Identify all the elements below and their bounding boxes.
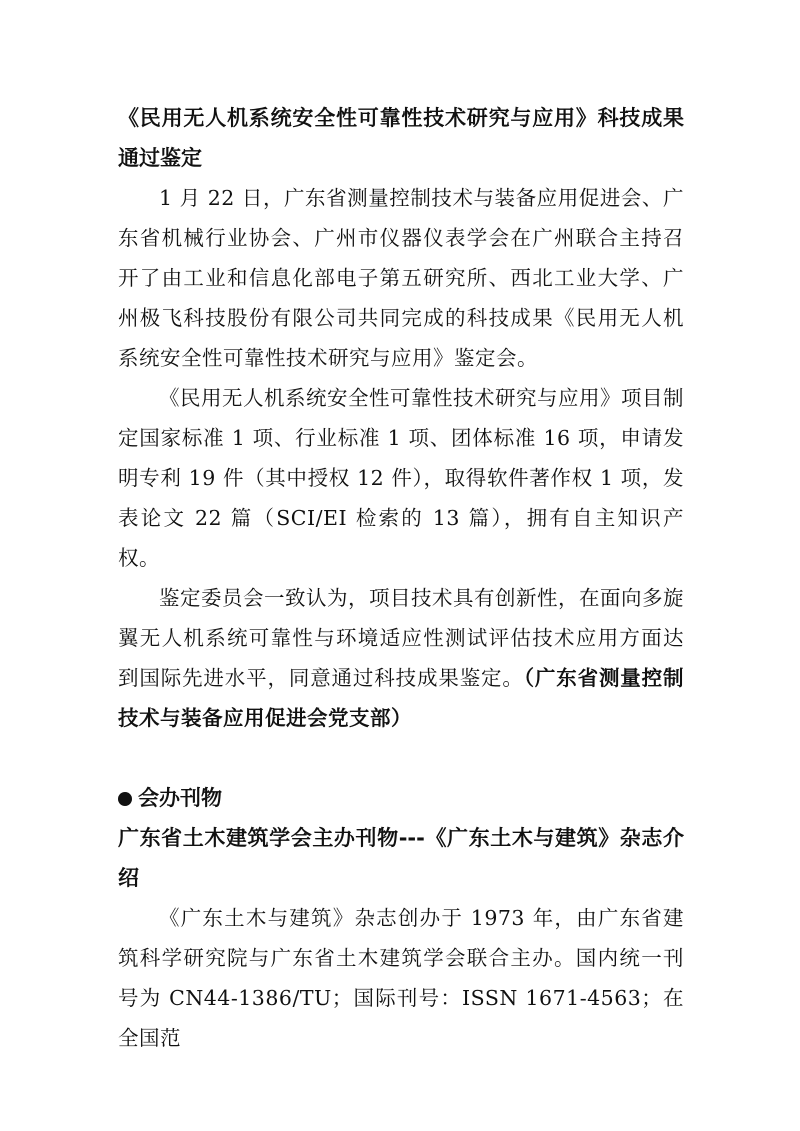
page-content bbox=[118, 98, 684, 1058]
bullet-icon bbox=[118, 792, 132, 806]
article1-paragraph-1: 1 月 22 日，广东省测量控制技术与装备应用促进会、广东省机械行业协会、广州市仪器仪表学会在广州联合主持召开了由工业和信息化部电子第五研究所、西北工业大学、广州极飞科技股份有限公司共同完成的科技成果《民用无人机系统安全性可靠性技术研究与应用》鉴定会。 bbox=[118, 186, 684, 370]
section-title: 会办刊物 bbox=[138, 786, 222, 810]
article1-title: 《民用无人机系统安全性可靠性技术研究与应用》科技成果通过鉴定 bbox=[118, 106, 684, 170]
article1-source: （广东省测量控制技术与装备应用促进会党支部） bbox=[118, 666, 685, 730]
article2-title: 广东省土木建筑学会主办刊物---《广东土木与建筑》杂志介绍 bbox=[118, 826, 684, 890]
article1-paragraph-2: 《民用无人机系统安全性可靠性技术研究与应用》项目制定国家标准 1 项、行业标准 1 项、团体标准 16 项，申请发明专利 19 件（其中授权 12 件），取得软件著作权 1 项，发表论文 22 篇（SCI/EI 检索的 13 篇），拥有自主知识产权。 bbox=[118, 386, 684, 570]
article1-paragraph-3 bbox=[118, 578, 684, 738]
section-heading bbox=[118, 778, 684, 818]
section-spacer bbox=[118, 738, 684, 778]
article2-paragraph: 《广东土木与建筑》杂志创办于 1973 年，由广东省建筑科学研究院与广东省土木建筑学会联合主办。国内统一刊号为 CN44-1386/TU；国际刊号：ISSN 1671-4563；在全国范 bbox=[118, 906, 684, 1050]
article1-paragraph-3-text: 鉴定委员会一致认为，项目技术具有创新性，在面向多旋翼无人机系统可靠性与环境适应性测试评估技术应用方面达到国际先进水平，同意通过科技成果鉴定。 bbox=[118, 586, 684, 690]
